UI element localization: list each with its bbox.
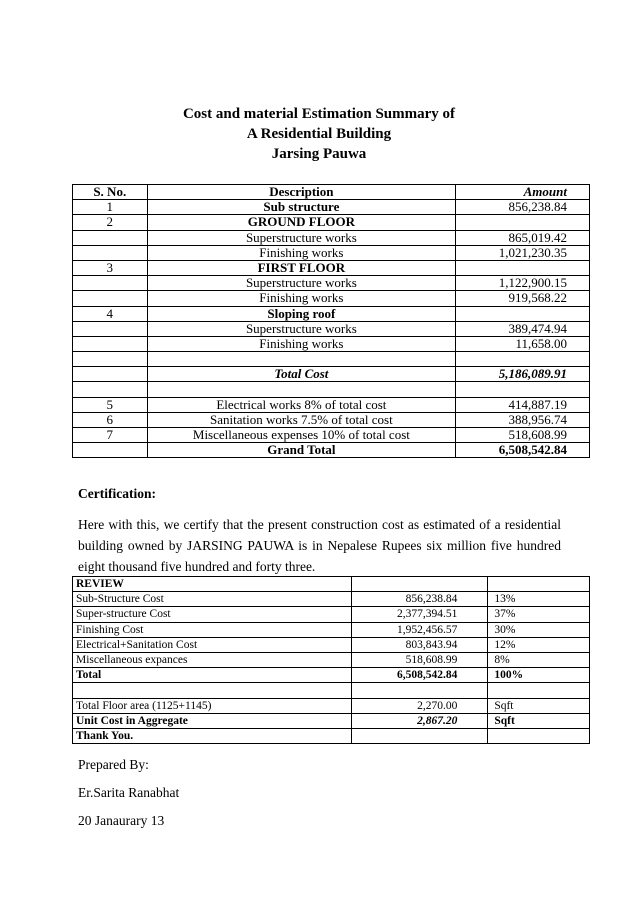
prepared-by-label: Prepared By: bbox=[78, 757, 149, 772]
certification-heading: Certification: bbox=[78, 486, 156, 501]
review-value: 1,952,456.57 bbox=[351, 622, 487, 637]
table-row bbox=[73, 215, 590, 230]
row-amount: 518,608.99 bbox=[456, 428, 590, 443]
row-sno bbox=[73, 443, 148, 458]
review-row bbox=[73, 592, 590, 607]
table-row bbox=[73, 352, 590, 367]
table-row bbox=[73, 276, 590, 291]
review-label: Electrical+Sanitation Cost bbox=[73, 637, 352, 652]
row-sno bbox=[73, 382, 148, 397]
row-sno bbox=[73, 276, 148, 291]
row-amount: 1,122,900.15 bbox=[456, 276, 590, 291]
estimation-table-header bbox=[73, 185, 590, 200]
title-line-1: Cost and material Estimation Summary of bbox=[182, 106, 456, 122]
review-label: Thank You. bbox=[73, 728, 352, 743]
review-row bbox=[73, 713, 590, 728]
row-amount: 5,186,089.91 bbox=[456, 367, 590, 382]
review-value bbox=[351, 728, 487, 743]
row-amount bbox=[456, 260, 590, 275]
review-value: 6,508,542.84 bbox=[351, 668, 487, 683]
review-row bbox=[73, 577, 590, 592]
review-label: REVIEW bbox=[73, 577, 352, 592]
row-amount: 865,019.42 bbox=[456, 230, 590, 245]
row-amount bbox=[456, 215, 590, 230]
row-amount: 389,474.94 bbox=[456, 321, 590, 336]
preparer-name: Er.Sarita Ranabhat bbox=[78, 785, 180, 800]
review-label: Total bbox=[73, 668, 352, 683]
row-amount bbox=[456, 352, 590, 367]
table-row bbox=[73, 321, 590, 336]
header-amount: Amount bbox=[456, 185, 590, 200]
title-line-3: Jarsing Pauwa bbox=[271, 146, 367, 162]
row-description: Sanitation works 7.5% of total cost bbox=[147, 412, 456, 427]
row-amount: 856,238.84 bbox=[456, 200, 590, 215]
header-sno: S. No. bbox=[73, 185, 148, 200]
review-extra: 12% bbox=[488, 637, 590, 652]
prepared-date: 20 Janaurary 13 bbox=[78, 813, 165, 828]
table-row bbox=[73, 336, 590, 351]
row-sno bbox=[73, 321, 148, 336]
header-description: Description bbox=[147, 185, 456, 200]
row-sno bbox=[73, 352, 148, 367]
review-row bbox=[73, 728, 590, 743]
estimation-table-body bbox=[73, 200, 590, 458]
estimation-table bbox=[72, 184, 590, 458]
row-amount: 6,508,542.84 bbox=[456, 443, 590, 458]
row-description: Sloping roof bbox=[147, 306, 456, 321]
review-table-body bbox=[73, 577, 590, 744]
review-table bbox=[72, 576, 590, 744]
row-amount: 919,568.22 bbox=[456, 291, 590, 306]
review-row bbox=[73, 668, 590, 683]
row-sno: 6 bbox=[73, 412, 148, 427]
review-value: 518,608.99 bbox=[351, 652, 487, 667]
row-sno: 7 bbox=[73, 428, 148, 443]
table-row bbox=[73, 367, 590, 382]
row-amount: 388,956.74 bbox=[456, 412, 590, 427]
review-row bbox=[73, 607, 590, 622]
row-description bbox=[147, 382, 456, 397]
row-sno bbox=[73, 336, 148, 351]
table-row bbox=[73, 260, 590, 275]
row-description bbox=[147, 352, 456, 367]
review-extra bbox=[488, 577, 590, 592]
row-description: Total Cost bbox=[147, 367, 456, 382]
table-row bbox=[73, 397, 590, 412]
review-row bbox=[73, 698, 590, 713]
document-title bbox=[0, 104, 638, 164]
table-row bbox=[73, 306, 590, 321]
review-extra: 30% bbox=[488, 622, 590, 637]
review-value: 2,270.00 bbox=[351, 698, 487, 713]
row-sno: 1 bbox=[73, 200, 148, 215]
review-row bbox=[73, 637, 590, 652]
table-row bbox=[73, 291, 590, 306]
review-extra: Sqft bbox=[488, 713, 590, 728]
row-description: Superstructure works bbox=[147, 230, 456, 245]
row-sno bbox=[73, 367, 148, 382]
row-amount bbox=[456, 306, 590, 321]
row-description: Grand Total bbox=[147, 443, 456, 458]
row-description: Miscellaneous expenses 10% of total cost bbox=[147, 428, 456, 443]
review-label: Total Floor area (1125+1145) bbox=[73, 698, 352, 713]
row-description: Sub structure bbox=[147, 200, 456, 215]
review-row bbox=[73, 622, 590, 637]
review-extra: 37% bbox=[488, 607, 590, 622]
row-sno: 5 bbox=[73, 397, 148, 412]
review-value: 2,867.20 bbox=[351, 713, 487, 728]
review-extra: 13% bbox=[488, 592, 590, 607]
row-description: GROUND FLOOR bbox=[147, 215, 456, 230]
row-description: Finishing works bbox=[147, 245, 456, 260]
review-label bbox=[73, 683, 352, 698]
review-extra bbox=[488, 683, 590, 698]
row-description: Superstructure works bbox=[147, 321, 456, 336]
review-value bbox=[351, 577, 487, 592]
row-amount: 11,658.00 bbox=[456, 336, 590, 351]
row-description: Finishing works bbox=[147, 291, 456, 306]
review-label: Miscellaneous expances bbox=[73, 652, 352, 667]
row-sno bbox=[73, 291, 148, 306]
review-value: 856,238.84 bbox=[351, 592, 487, 607]
row-amount: 414,887.19 bbox=[456, 397, 590, 412]
row-amount: 1,021,230.35 bbox=[456, 245, 590, 260]
table-row bbox=[73, 245, 590, 260]
review-row bbox=[73, 683, 590, 698]
table-row bbox=[73, 382, 590, 397]
row-sno: 2 bbox=[73, 215, 148, 230]
row-description: Superstructure works bbox=[147, 276, 456, 291]
title-line-2: A Residential Building bbox=[246, 126, 392, 142]
row-sno: 4 bbox=[73, 306, 148, 321]
row-description: Finishing works bbox=[147, 336, 456, 351]
row-description: FIRST FLOOR bbox=[147, 260, 456, 275]
row-description: Electrical works 8% of total cost bbox=[147, 397, 456, 412]
review-value: 803,843.94 bbox=[351, 637, 487, 652]
table-row bbox=[73, 428, 590, 443]
review-label: Sub-Structure Cost bbox=[73, 592, 352, 607]
review-row bbox=[73, 652, 590, 667]
table-row bbox=[73, 412, 590, 427]
review-extra: 8% bbox=[488, 652, 590, 667]
table-row bbox=[73, 200, 590, 215]
row-sno bbox=[73, 230, 148, 245]
row-sno: 3 bbox=[73, 260, 148, 275]
row-sno bbox=[73, 245, 148, 260]
table-row bbox=[73, 443, 590, 458]
review-value: 2,377,394.51 bbox=[351, 607, 487, 622]
row-amount bbox=[456, 382, 590, 397]
review-label: Unit Cost in Aggregate bbox=[73, 713, 352, 728]
review-extra: Sqft bbox=[488, 698, 590, 713]
review-extra bbox=[488, 728, 590, 743]
review-extra: 100% bbox=[488, 668, 590, 683]
certification-text: Here with this, we certify that the present construction cost as estimated of a residential building owned by JARSING PAUWA is in Nepalese Rupees six million five hundred eight thousand five hundred and forty three. bbox=[78, 517, 561, 574]
review-label: Finishing Cost bbox=[73, 622, 352, 637]
review-label: Super-structure Cost bbox=[73, 607, 352, 622]
table-row bbox=[73, 230, 590, 245]
review-value bbox=[351, 683, 487, 698]
